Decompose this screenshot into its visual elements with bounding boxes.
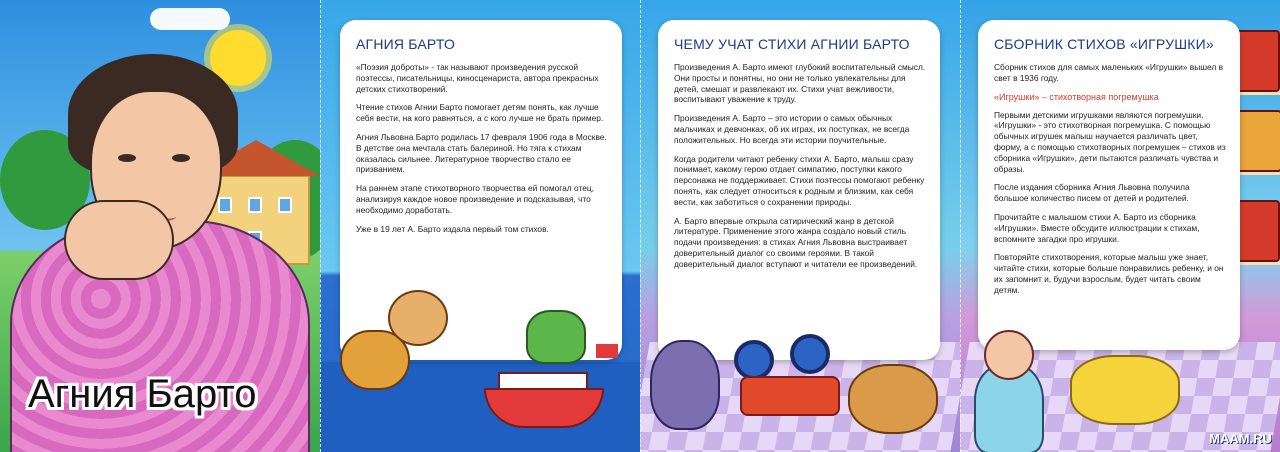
hand-illustration [64,200,174,280]
fold-line [320,0,321,452]
lessons-title: ЧЕМУ УЧАТ СТИХИ АГНИИ БАРТО [674,36,910,52]
biography-panel [320,0,640,452]
collection-paragraph: Повторяйте стихотворения, которые малыш уже знает, читайте стихи, которые больше понравились ребенку, и он их запомнит и, будучи взрослым, будет читать своим детям. [994,252,1224,295]
biography-paragraph: Чтение стихов Агнии Барто помогает детям понять, как лучше себя вести, на кого равняться, а с кого лучше не брать пример. [356,102,604,124]
biography-paragraph: «Поэзия доброты» - так называют произведения русской поэтессы, писательницы, киносценариста, автора прекрасных детских стихотворений. [356,62,599,94]
horse-toy-illustration [1060,335,1190,435]
watermark: MAAM.RU [1209,431,1272,446]
biography-paragraph: Агния Львовна Барто родилась 17 февраля 1906 года в Москве. В детстве она мечтала стать балериной. Но тяга к стихам оказалась сильнее. Литературное творчество стало ее призванием. [356,131,607,175]
lessons-paragraph: Произведения А. Барто имеют глубокий воспитательный смысл. Они просты и понятны, но они не только увлекательны для детей, смешат и развлекают их. Стихи учат вежливости, воспитывают уважение к труду. [674,62,926,105]
biography-paragraph: На раннем этапе стихотворного творчества ей помогал отец, анализируя каждое новое произведение и подсказывая, что необходимо доработать. [356,183,594,215]
biography-title: АГНИЯ БАРТО [356,36,456,52]
collection-title: СБОРНИК СТИХОВ «ИГРУШКИ» [994,36,1214,52]
collection-paragraph: Первыми детскими игрушками являются погремушки. «Игрушки» - это стихотворная погремушка. С помощью обычных игрушек малыш научается различать цвет, форму, а с помощью стихотворных погремушек – стихов из сборника «Игрушки», дети пытаются различать чувства и образы. [994,109,1226,174]
book-cover-illustration [1234,110,1280,172]
collection-paragraph: Прочитайте с малышом стихи А. Барто из сборника «Игрушки». Вместе обсудите иллюстрации к стихам, вспомните загадки про игрушки. [994,211,1200,244]
boat-toy-illustration [480,300,630,430]
truck-toy-illustration [730,330,850,420]
lessons-paragraph: А. Барто впервые открыла сатирический жанр в детской литературе. Применение этого жанра создало новый стиль подачи произведения: в стихах Агния Львовна выстраивает доверительный диалог со своими героями. В такой доверительный диалог вступают и читатели ее произведений. [674,215,918,269]
collection-card [978,20,1240,350]
girl-toy-illustration [970,330,1060,440]
bear-toy-illustration [840,360,950,440]
cloud-illustration [150,8,230,30]
cover-title: Агния Барто [28,372,257,416]
fold-line [640,0,641,452]
cat-toy-illustration [650,330,730,440]
biography-paragraph: Уже в 19 лет А. Барто издала первый том стихов. [356,223,549,234]
lessons-paragraph: Когда родители читают ребенку стихи А. Барто, малыш сразу понимает, какому герою отдает симпатию, поступки какого персонажа не поддерживает. Стихи поэтессы помогают ребенку понять, как следует относиться к родным и близким, как себя вести, как заботиться о сохранении природы. [674,153,925,207]
collection-panel [960,0,1280,452]
collection-paragraph: После издания сборника Агния Львовна получила большое количество писем от детей и родителей. [994,182,1190,204]
lessons-card [658,20,940,360]
collection-intro: Сборник стихов для самых маленьких «Игрушки» вышел в свет в 1936 году. [994,62,1224,83]
cover-panel [0,0,320,452]
bull-toy-illustration [340,290,450,420]
lessons-paragraph: Произведения А. Барто – это истории о самых обычных мальчиках и девчонках, об их играх, их поступках, не всегда положительных. Но всегда эти истории поучительные. [674,113,910,145]
fold-line [960,0,961,452]
collection-subheading: «Игрушки» – стихотворная погремушка [994,91,1159,102]
lessons-panel [640,0,960,452]
